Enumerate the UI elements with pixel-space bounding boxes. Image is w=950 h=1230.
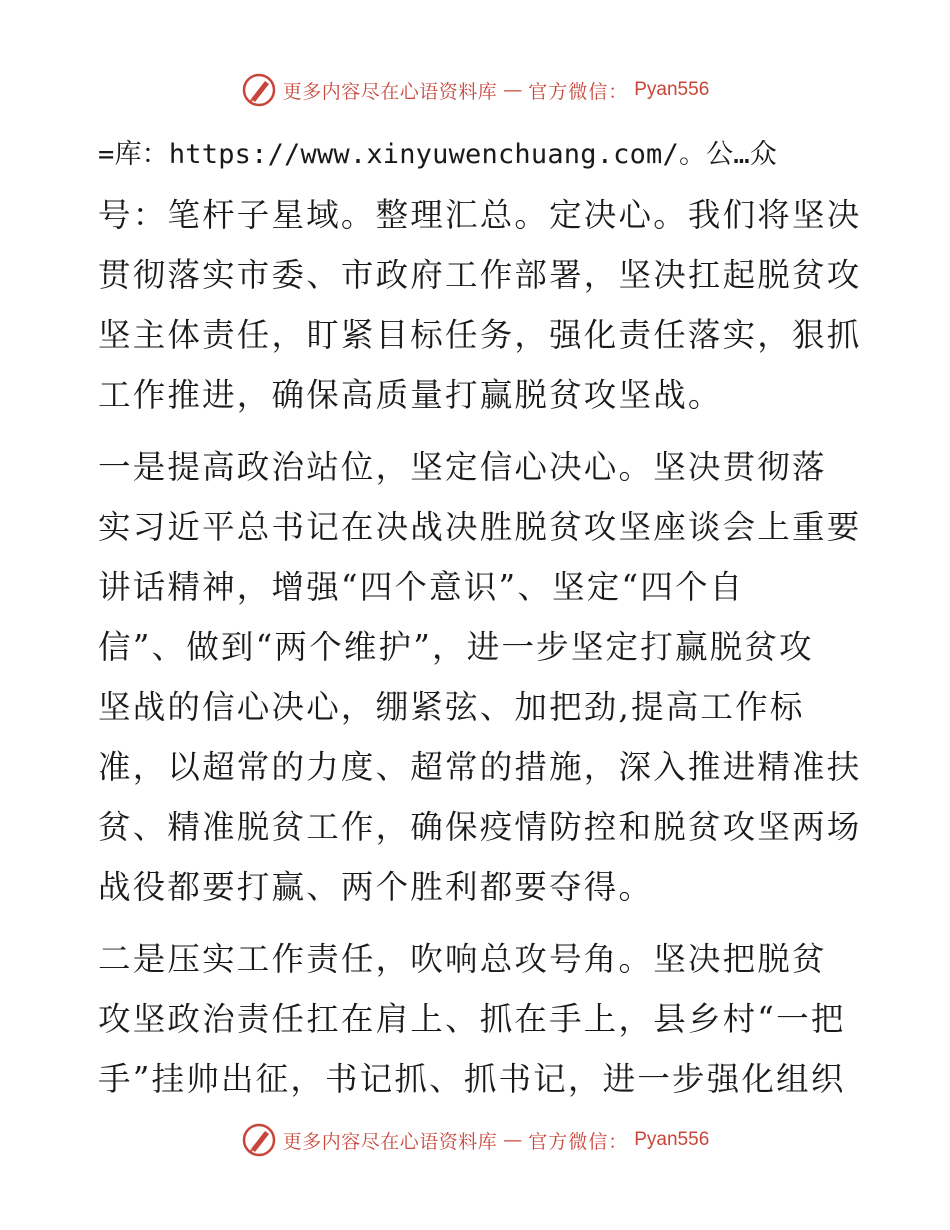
watermark-wechat-id: Pyan556 — [634, 1129, 710, 1150]
watermark-official-label: 官方微信： — [528, 80, 629, 103]
watermark-official-label: 官方微信： — [528, 1130, 629, 1153]
text-line: 号：笔杆子星域。整理汇总。定决心。我们将坚决 — [98, 196, 862, 234]
text-line: 实习近平总书记在决战决胜脱贫攻坚座谈会上重要 — [98, 508, 862, 546]
watermark-brand: 更多内容尽在心语资料库 — [282, 80, 498, 103]
header-watermark — [0, 70, 950, 110]
text-line: 贫、精准脱贫工作，确保疫情防控和脱贫攻坚两场 — [98, 808, 862, 846]
text-line: 信”、做到“两个维护”，进一步坚定打赢脱贫攻 — [98, 628, 814, 666]
paragraph-1 — [98, 122, 862, 425]
text-line: 坚战的信心决心，绷紧弦、加把劲,提高工作标 — [98, 688, 805, 726]
text-line — [98, 122, 858, 185]
pen-logo-icon — [241, 1122, 277, 1158]
paragraph-3 — [98, 929, 858, 1109]
watermark-brand: 更多内容尽在心语资料库 — [282, 1130, 498, 1153]
text-line: 战役都要打赢、两个胜利都要夺得。 — [98, 868, 654, 906]
watermark-separator: — — [503, 1129, 523, 1151]
text-line-content: =库：https://www.xinyuwenchuang.com/。公…众 — [98, 139, 778, 170]
watermark-separator: — — [503, 79, 523, 101]
text-line: 手”挂帅出征，书记抓、抓书记，进一步强化组织 — [98, 1060, 846, 1098]
paragraph-2 — [98, 437, 862, 917]
text-line: 坚主体责任，盯紧目标任务，强化责任落实，狠抓 — [98, 316, 862, 354]
text-line: 一是提高政治站位，坚定信心决心。坚决贯彻落 — [98, 448, 827, 486]
footer-watermark — [0, 1120, 950, 1160]
text-line: 贯彻落实市委、市政府工作部署，坚决扛起脱贫攻 — [98, 256, 862, 294]
text-line: 攻坚政治责任扛在肩上、抓在手上，县乡村“一把 — [98, 1000, 846, 1038]
text-line: 二是压实工作责任，吹响总攻号角。坚决把脱贫 — [98, 940, 827, 978]
text-line: 准，以超常的力度、超常的措施，深入推进精准扶 — [98, 748, 862, 786]
watermark-wechat-id: Pyan556 — [634, 79, 710, 100]
text-line: 讲话精神，增强“四个意识”、坚定“四个自 — [98, 568, 745, 606]
text-line: 工作推进，确保高质量打赢脱贫攻坚战。 — [98, 376, 723, 414]
document-body — [98, 122, 862, 1109]
pen-logo-icon — [241, 72, 277, 108]
